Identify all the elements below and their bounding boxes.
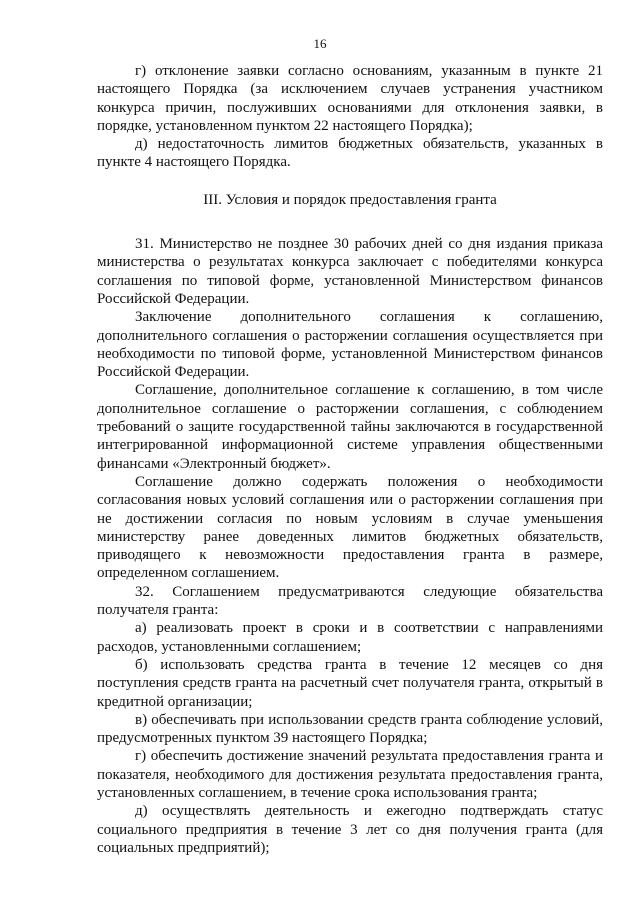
item-g-rejection: г) отклонение заявки согласно основаниям, указанным в пункте 21 настоящего Порядка (за исключением случаев устранения участником конкурса причин, послуживших основаниями для отклонения заявки, в порядке, установленном пунктом 22 настоящего Порядка); <box>97 63 603 134</box>
paragraph-agreement-provisions: Соглашение должно содержать положения о необходимости согласования новых условий соглашения или о расторжении соглашения при не достижении согласия по новым условиям в случае уменьшения министерству ранее доведенных лимитов бюджетных обязательств, приводящего к невозможности предоставления гранта в размере, определенном соглашением. <box>97 473 603 582</box>
paragraph-32: 32. Соглашением предусматриваются следующие обязательства получателя гранта: <box>97 583 603 619</box>
paragraph-31: 31. Министерство не позднее 30 рабочих дней со дня издания приказа министерства о результатах конкурса заключает с победителями конкурса соглашения по типовой форме, установленной Министерством финансов Российской Федерации. <box>97 236 603 307</box>
obligation-g: г) обеспечить достижение значений результата предоставления гранта и показателя, необходимого для достижения результата предоставления гранта, установленных соглашением, в течение срока использования гранта; <box>97 748 603 801</box>
section-heading: III. Условия и порядок предоставления гранта <box>203 191 497 208</box>
page-number: 16 <box>313 36 327 51</box>
obligation-a: а) реализовать проект в сроки и в соответствии с направлениями расходов, установленными соглашением; <box>97 620 603 655</box>
obligation-v: в) обеспечивать при использовании средств гранта соблюдение условий, предусмотренных пунктом 39 настоящего Порядка; <box>97 711 603 747</box>
item-d-insufficient-limits: д) недостаточность лимитов бюджетных обязательств, указанных в пункте 4 настоящего Порядка. <box>97 136 603 171</box>
paragraph-electronic-budget: Соглашение, дополнительное соглашение к соглашению, в том числе дополнительное соглашение о расторжении соглашения, с соблюдением требований о защите государственной тайны заключаются в государственной интегрированной информационной системе управления общественными финансами «Электронный бюджет». <box>97 382 603 472</box>
document-body <box>97 62 603 857</box>
obligation-b: б) использовать средства гранта в течение 12 месяцев со дня поступления средств гранта на расчетный счет получателя гранта, открытый в кредитной организации; <box>97 656 603 710</box>
paragraph-additional-agreement: Заключение дополнительного соглашения к соглашению, дополнительного соглашения о расторжении соглашения осуществляется при необходимости по типовой форме, установленной Министерством финансов Российской Федерации. <box>97 309 603 381</box>
obligation-d: д) осуществлять деятельность и ежегодно подтверждать статус социального предприятия в течение 3 лет со дня получения гранта (для социальных предприятий); <box>97 803 603 856</box>
